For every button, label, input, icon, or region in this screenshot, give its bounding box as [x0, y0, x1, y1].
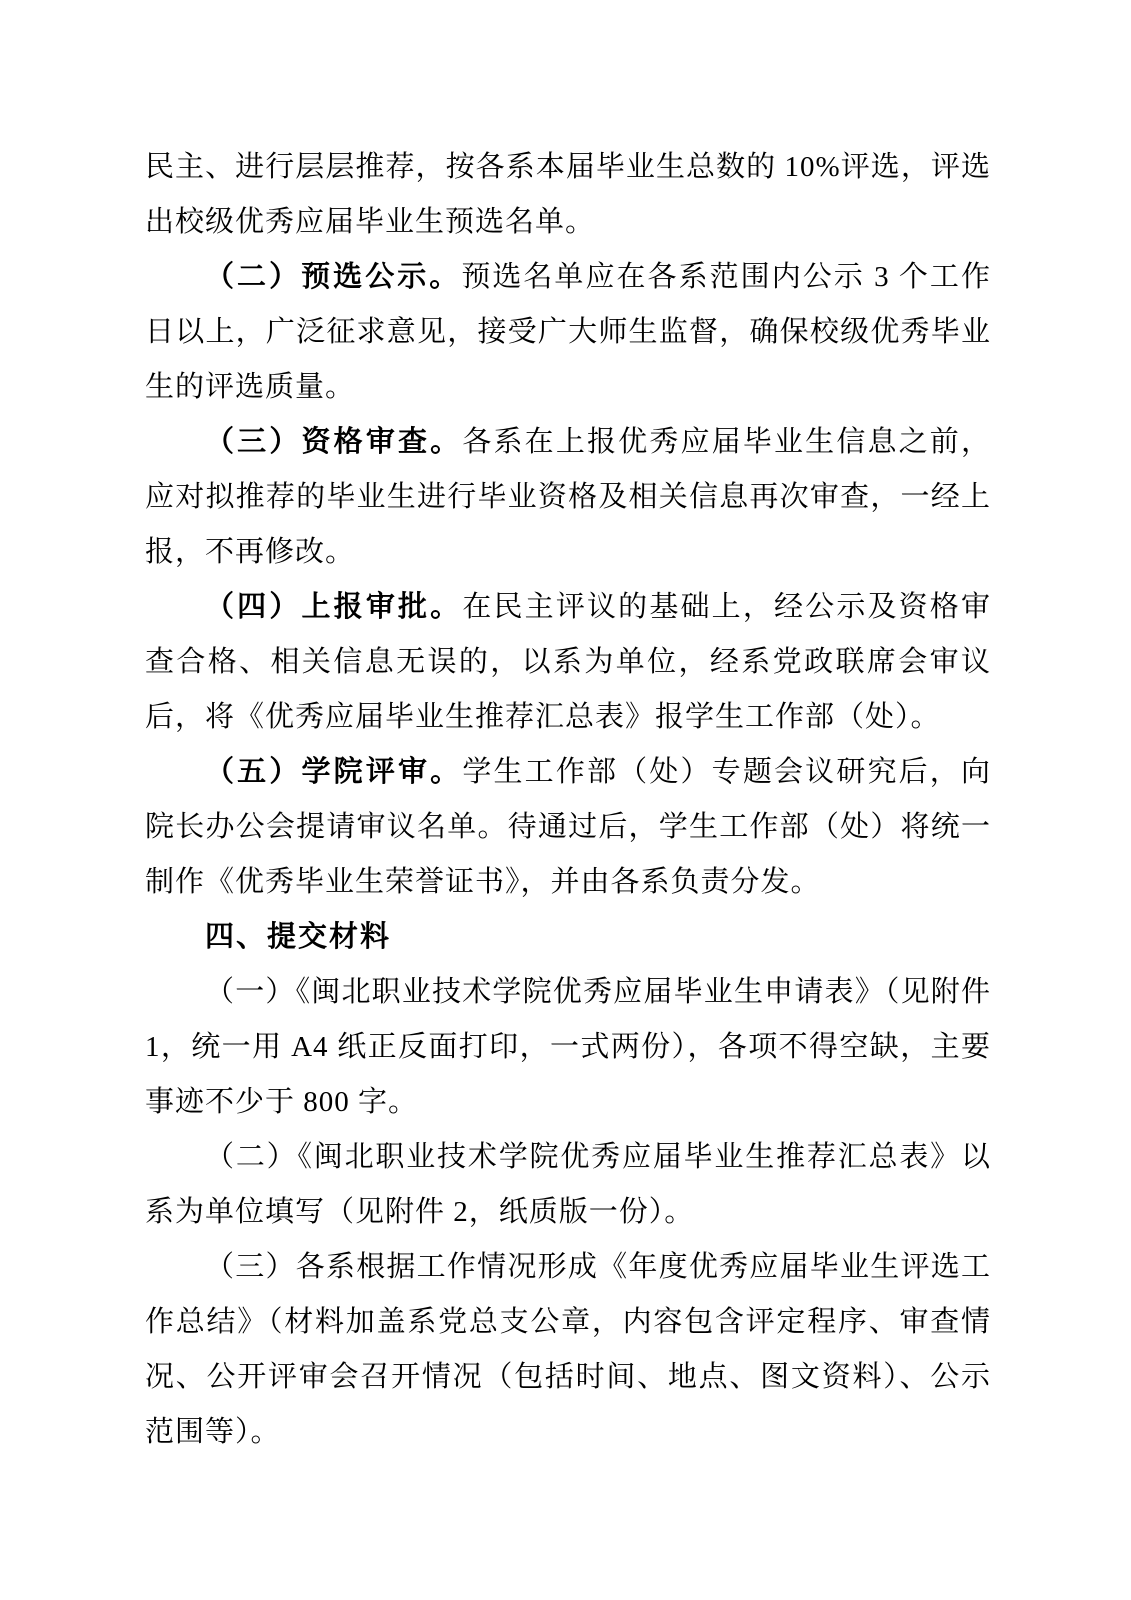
text-run: （一）《闽北职业技术学院优秀应届毕业生申请表》（见附件 1，统一用 A4 纸正反面打印，一式两份），各项不得空缺，主要事迹不少于 800 字。: [145, 976, 991, 1118]
text-run: 预选名单应在各系范围内公示 3 个工作日以上，广泛征求意见，接受广大师生监督，确保校级优秀毕业生的评选质量。: [145, 261, 991, 403]
text-run: 在民主评议的基础上，经公示及资格审查合格、相关信息无误的，以系为单位，经系党政联席会审议后，将《优秀应届毕业生推荐汇总表》报学生工作部（处）。: [145, 591, 991, 733]
paragraph: [145, 250, 991, 415]
text-run: 学生工作部（处）专题会议研究后，向院长办公会提请审议名单。待通过后，学生工作部（处）将统一制作《优秀毕业生荣誉证书》，并由各系负责分发。: [145, 756, 991, 898]
bold-label-run: 四、提交材料: [205, 921, 392, 953]
text-run: （三）各系根据工作情况形成《年度优秀应届毕业生评选工作总结》（材料加盖系党总支公章，内容包含评定程序、审查情况、公开评审会召开情况（包括时间、地点、图文资料）、公示范围等）。: [145, 1251, 991, 1448]
paragraph: [145, 1130, 991, 1240]
paragraph: [145, 580, 991, 745]
paragraph: [145, 140, 991, 250]
bold-label-run: （三）资格审查。: [205, 426, 463, 458]
section-heading: [145, 910, 991, 965]
paragraph: [145, 1240, 991, 1460]
bold-label-run: （五）学院评审。: [205, 756, 463, 788]
bold-label-run: （二）预选公示。: [205, 261, 462, 293]
text-run: 各系在上报优秀应届毕业生信息之前，应对拟推荐的毕业生进行毕业资格及相关信息再次审查，一经上报，不再修改。: [145, 426, 991, 568]
document-body: [145, 140, 991, 1460]
bold-label-run: （四）上报审批。: [205, 591, 463, 623]
paragraph: [145, 745, 991, 910]
text-run: 民主、进行层层推荐，按各系本届毕业生总数的 10%评选，评选出校级优秀应届毕业生预选名单。: [145, 151, 991, 238]
paragraph: [145, 415, 991, 580]
text-run: （二）《闽北职业技术学院优秀应届毕业生推荐汇总表》以系为单位填写（见附件 2，纸质版一份）。: [145, 1141, 991, 1228]
paragraph: [145, 965, 991, 1130]
